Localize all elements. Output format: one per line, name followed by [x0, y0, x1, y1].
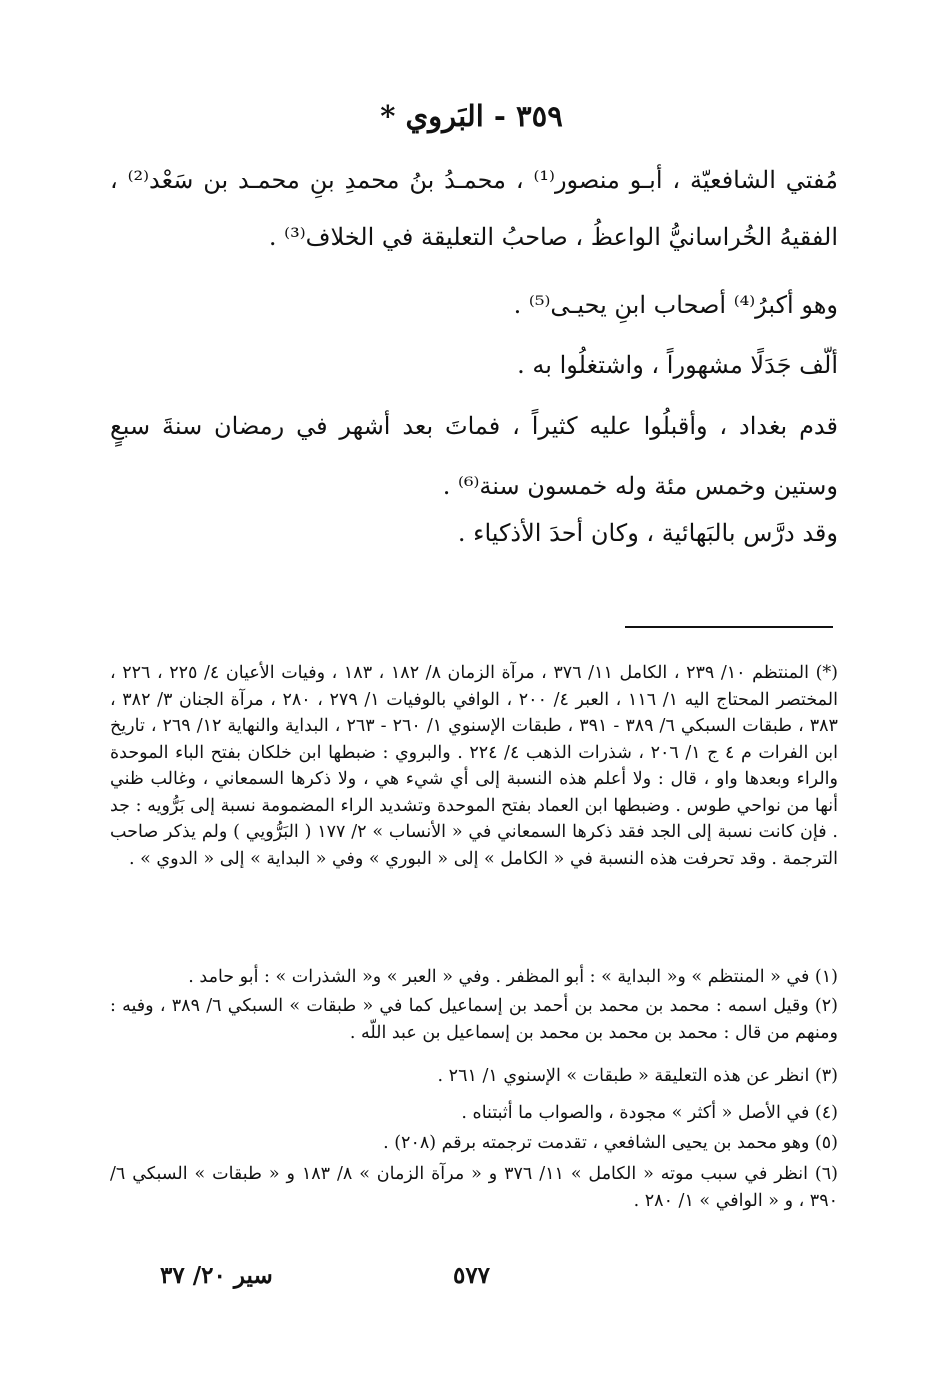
- footnote-5: (٥) وهو محمد بن يحيى الشافعي ، تقدمت ترجمته برقم (٢٠٨) .: [383, 1133, 838, 1153]
- footnote-sources: (*) المنتظم ١٠/ ٢٣٩ ، الكامل ١١/ ٣٧٦ ، مرآة الزمان ٨/ ١٨٢ ، ١٨٣ ، وفيات الأعيان ٤/ ٢٢٥ ، ٢٢٦ ، المختصر المحتاج اليه ١/ ١١٦ ، العبر ٤/ ٢٠٠ ، الوافي بالوفيات ١/ ٢٧٩ ، ٢٨٠ ، مرآة الجنان ٣/ ٣٨٢ ، ٣٨٣ ، طبقات السبكي ٦/ ٣٨٩ - ٣٩١ ، طبقات الإسنوي ١/ ٢٦٠ - ٢٦٣ ، البداية والنهاية ١٢/ ٢٦٩ ، تاريخ ابن الفرات م ٤ ج ١/ ٢٠٦ ، شذرات الذهب ٤/ ٢٢٤ . والبروي : ضبطها ابن خلكان بفتح الباء الموحدة والراء وبعدها واو ، قال : ولا أعلم هذه النسبة إلى أي شيء هي ، ولا ذكرها السمعاني ، وغالب ظني أنها من نواحي طوس . وضبطها ابن العماد بفتح الموحدة وتشديد الراء المضمومة نسبة إلى بَرُّويه : جد . فإن كانت نسبة إلى الجد فقد ذكرها السمعاني في « الأنساب » ٢/ ١٧٧ ( البَرُّويي ) ولم يذكر صاحب الترجمة . وقد تحرفت هذه النسبة في « الكامل » إلى « البوري » وفي « البداية » إلى « الدوي » .: [110, 663, 838, 869]
- footnote-3: (٣) انظر عن هذه التعليقة « طبقات » الإسنوي ١/ ٢٦١ .: [437, 1066, 838, 1086]
- entry-heading: ٣٥٩ - البَروي *: [380, 99, 563, 133]
- footnote-separator: [625, 626, 833, 628]
- paragraph-senior-companion: وهو أكبرُ⁽⁴⁾ أصحاب ابنِ يحيـى⁽⁵⁾ .: [513, 291, 838, 319]
- page-number: ٥٧٧: [452, 1262, 491, 1289]
- paragraph-authorship: ألّف جَدَلًا مشهوراً ، واشتغلُوا به .: [517, 351, 838, 379]
- paragraph-death: قدم بغداد ، وأقبلُوا عليه كثيراً ، فماتَ بعد أشهر في رمضان سنةَ سبعٍ وستين وخمس مئة وله خمسون سنة⁽⁶⁾ .: [110, 412, 838, 500]
- signature-mark: سير ٢٠/ ٣٧: [160, 1262, 273, 1289]
- footnote-1: (١) في « المنتظم » و« البداية » : أبو المظفر . وفي « العبر » و« الشذرات » : أبو حامد .: [188, 967, 838, 987]
- paragraph-teaching: وقد درَّس بالبَهائية ، وكان أحدَ الأذكياء .: [457, 519, 838, 547]
- paragraph-identity: مُفتي الشافعيّة ، أبـو منصور⁽¹⁾ ، محمـدُ بنُ محمدِ بنِ محمـد بن سَعْد⁽²⁾ ، الفقيهُ الخُراسانيُّ الواعظُ ، صاحبُ التعليقة في الخلاف⁽³⁾ .: [110, 166, 838, 251]
- footnote-4: (٤) في الأصل « أكثر » مجودة ، والصواب ما أثبتناه .: [461, 1103, 838, 1123]
- footnote-6: (٦) انظر في سبب موته « الكامل » ١١/ ٣٧٦ و « مرآة الزمان » ٨/ ١٨٣ و « طبقات » السبكي ٦/ ٣٩٠ ، و « الوافي » ١/ ٢٨٠ .: [110, 1164, 838, 1211]
- footnote-2: (٢) وقيل اسمه : محمد بن محمد بن أحمد بن إسماعيل كما في « طبقات » السبكي ٦/ ٣٨٩ ، وفيه : ومنهم من قال : محمد بن محمد بن محمد بن إسماعيل بن عبد اللّه .: [110, 996, 838, 1043]
